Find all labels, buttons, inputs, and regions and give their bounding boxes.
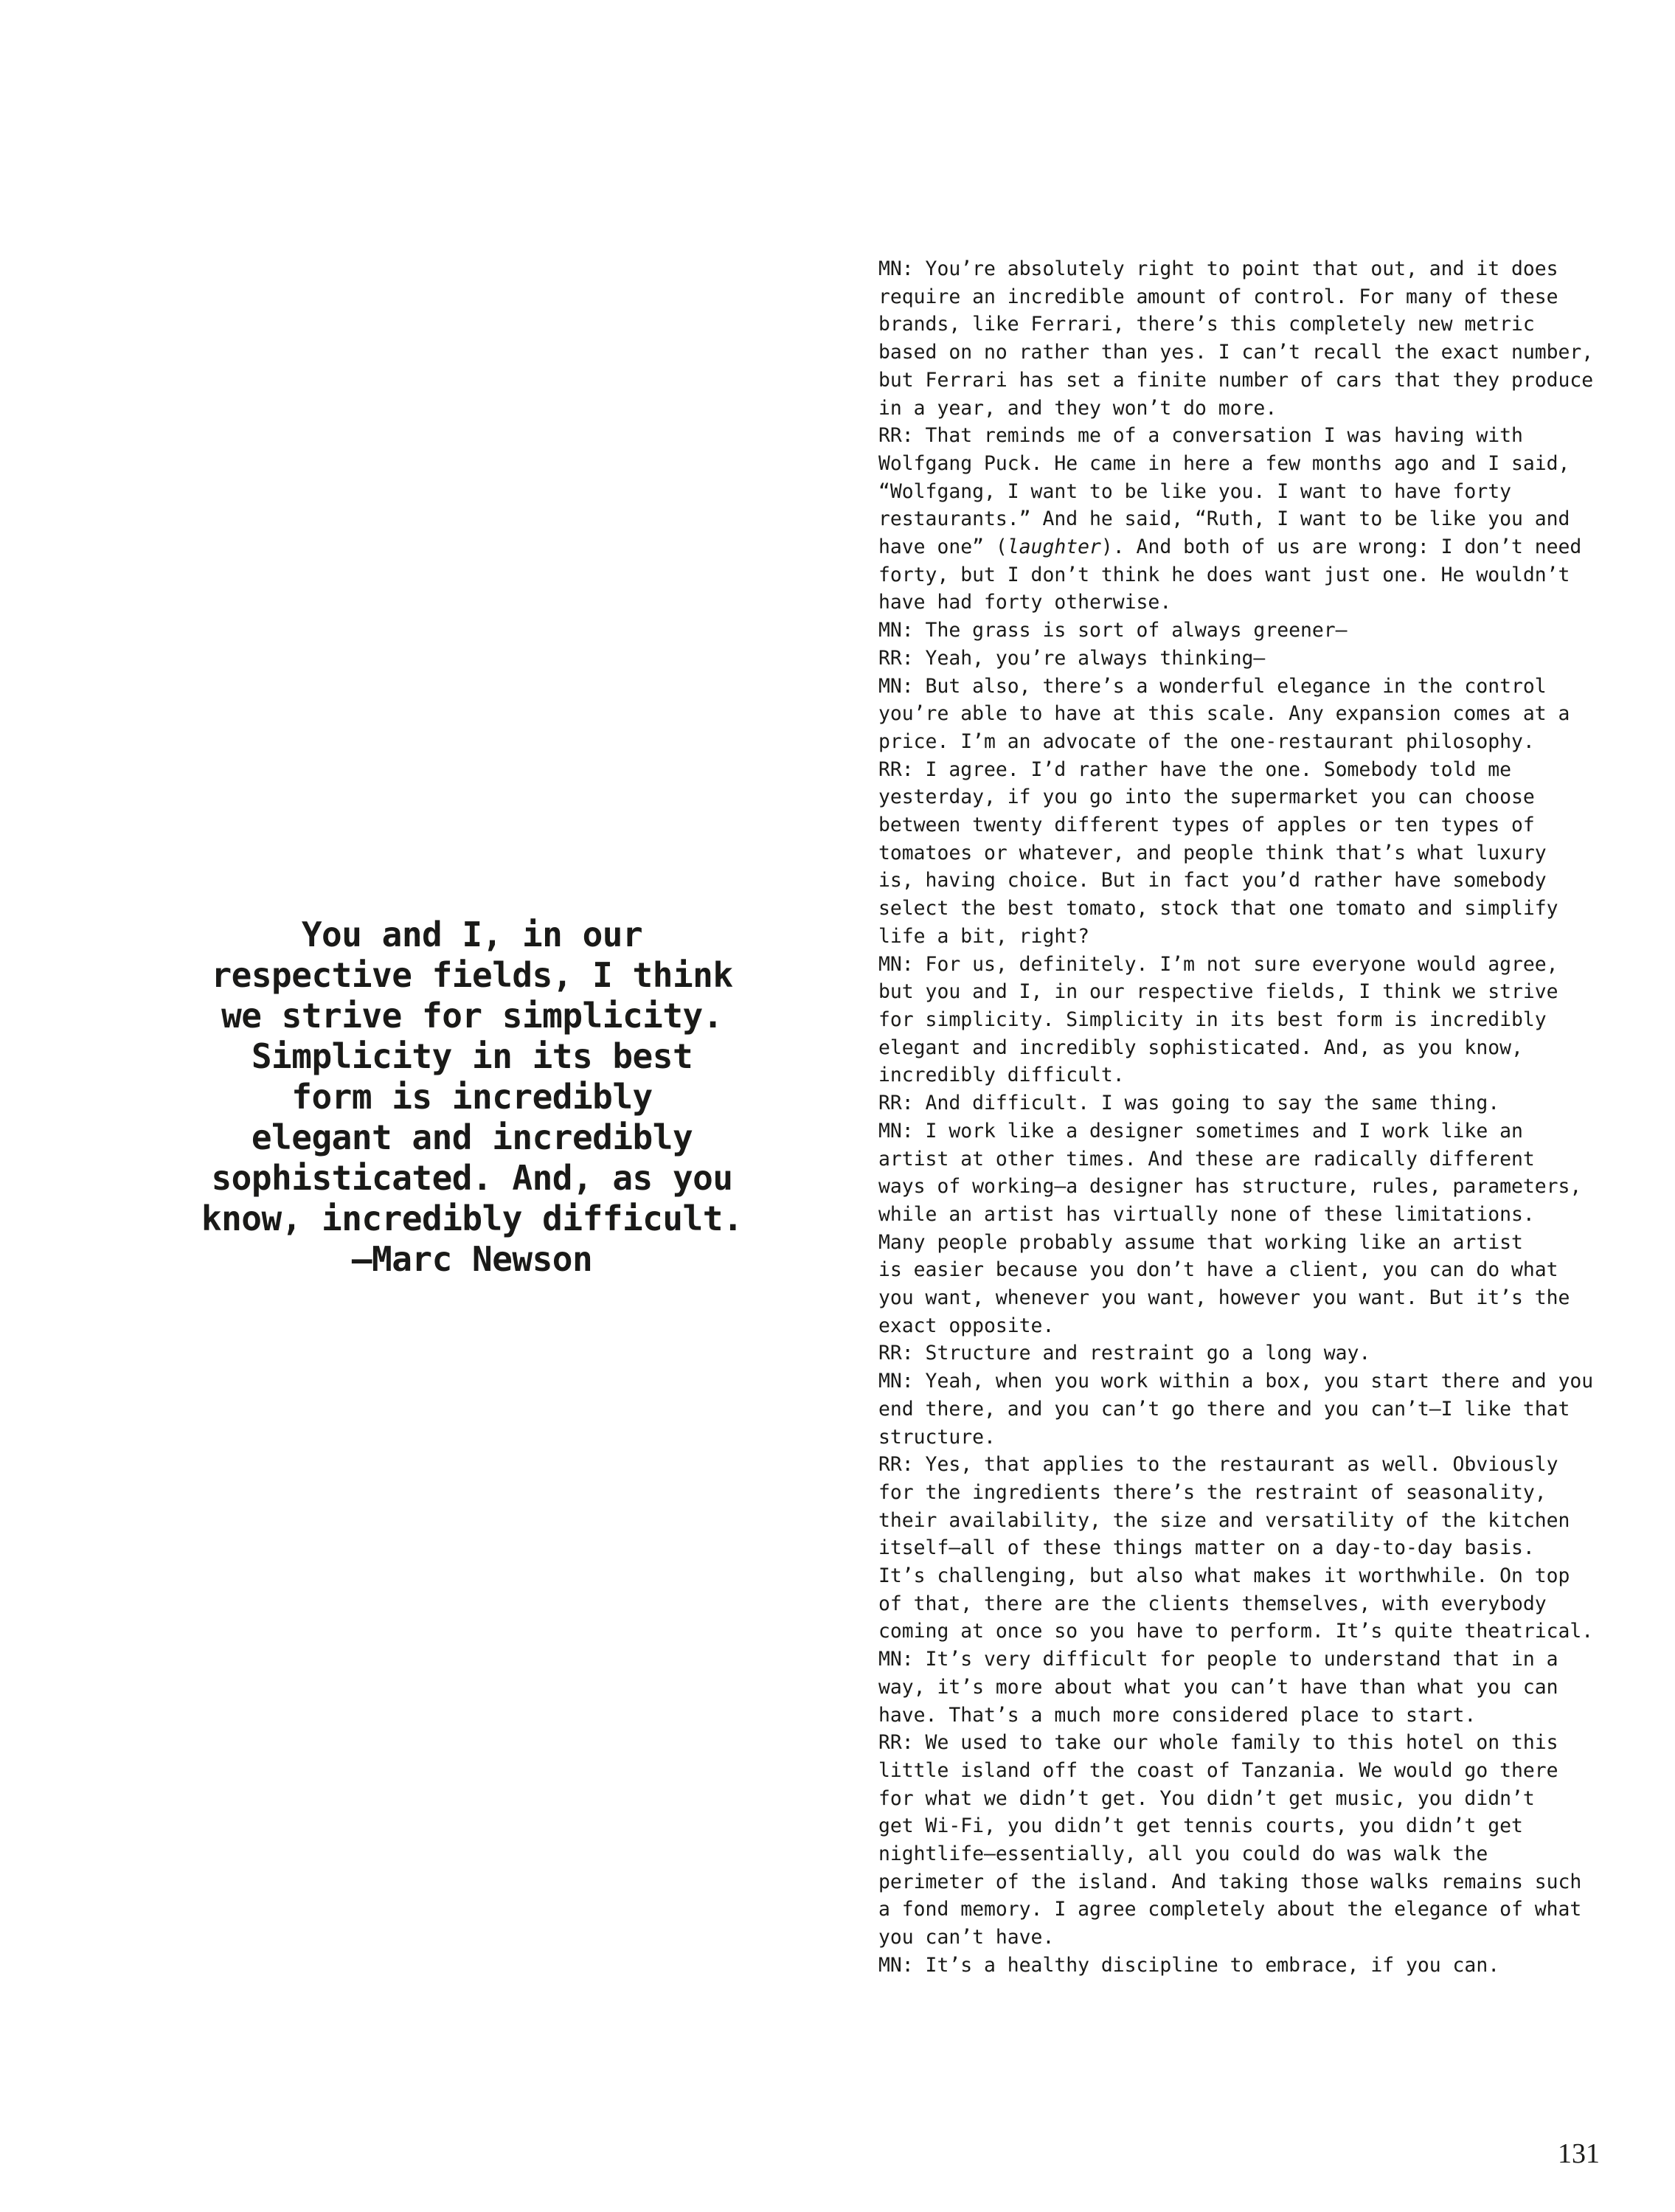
transcript-line: artist at other times. And these are radically different — [878, 1147, 1535, 1171]
transcript-line: RR: Yeah, you’re always thinking— — [878, 646, 1266, 670]
transcript-line: “Wolfgang, I want to be like you. I want to have forty — [878, 479, 1511, 503]
transcript-line: MN: I work like a designer sometimes and I work like an — [878, 1119, 1523, 1143]
transcript-line: for what we didn’t get. You didn’t get music, you didn’t — [878, 1786, 1535, 1810]
transcript-line: itself—all of these things matter on a day-to-day basis. — [878, 1536, 1535, 1560]
transcript-line: elegant and incredibly sophisticated. And, as you know, — [878, 1036, 1523, 1059]
transcript-line: price. I’m an advocate of the one-restaurant philosophy. — [878, 729, 1535, 753]
transcript-line: have had forty otherwise. — [878, 591, 1172, 614]
transcript-line: yesterday, if you go into the supermarket you can choose — [878, 786, 1535, 809]
transcript-line: MN: You’re absolutely right to point that out, and it does — [878, 257, 1558, 280]
transcript-line: structure. — [878, 1425, 996, 1449]
transcript-line: in a year, and they won’t do more. — [878, 396, 1277, 420]
transcript-line: you want, whenever you want, however you want. But it’s the — [878, 1286, 1570, 1310]
transcript-line: RR: I agree. I’d rather have the one. Somebody told me — [878, 757, 1511, 781]
transcript-line: RR: Structure and restraint go a long way. — [878, 1342, 1371, 1365]
transcript-line: is easier because you don’t have a client, you can do what — [878, 1258, 1558, 1282]
transcript-line: brands, like Ferrari, there’s this completely new metric — [878, 313, 1535, 336]
transcript-line: have. That’s a much more considered place to start. — [878, 1703, 1477, 1727]
pull-quote-line: Simplicity in its best — [251, 1036, 693, 1076]
transcript-line: restaurants.” And he said, “Ruth, I want to be like you and — [878, 507, 1570, 531]
transcript-line: Wolfgang Puck. He came in here a few months ago and I said, — [878, 451, 1570, 475]
transcript-line: between twenty different types of apples or ten types of — [878, 814, 1535, 837]
transcript-line: life a bit, right? — [878, 924, 1089, 948]
interview-transcript — [878, 255, 1623, 1980]
transcript-line: RR: Yes, that applies to the restaurant as well. Obviously — [878, 1453, 1558, 1477]
transcript-line: MN: But also, there’s a wonderful elegance in the control — [878, 674, 1547, 698]
transcript-line: MN: The grass is sort of always greener— — [878, 619, 1348, 642]
transcript-line: MN: For us, definitely. I’m not sure everyone would agree, — [878, 952, 1558, 976]
transcript-line: for simplicity. Simplicity in its best form is incredibly — [878, 1008, 1547, 1031]
pull-quote-line: You and I, in our — [301, 915, 643, 954]
transcript-line: you can’t have. — [878, 1926, 1055, 1949]
transcript-line: a fond memory. I agree completely about the elegance of what — [878, 1898, 1582, 1921]
pull-quote-line: sophisticated. And, as you — [211, 1158, 733, 1198]
pull-quote-line: elegant and incredibly — [251, 1117, 693, 1157]
transcript-line: little island off the coast of Tanzania. We would go there — [878, 1758, 1558, 1782]
pull-quote — [100, 915, 845, 1280]
transcript-line: but Ferrari has set a finite number of cars that they produce — [878, 368, 1594, 392]
pull-quote-line: we strive for simplicity. — [221, 996, 723, 1036]
transcript-line: require an incredible amount of control. For many of these — [878, 285, 1558, 308]
transcript-line: is, having choice. But in fact you’d rather have somebody — [878, 869, 1547, 892]
transcript-line: select the best tomato, stock that one tomato and simplify — [878, 897, 1558, 920]
pull-quote-line: respective fields, I think — [211, 955, 733, 995]
pull-quote-line: —Marc Newson — [351, 1239, 593, 1279]
transcript-line: end there, and you can’t go there and you can’t—I like that — [878, 1397, 1570, 1421]
transcript-line: MN: It’s a healthy discipline to embrace, if you can. — [878, 1953, 1500, 1977]
transcript-line: RR: We used to take our whole family to this hotel on this — [878, 1731, 1558, 1755]
transcript-line: have one” (laughter). And both of us are wrong: I don’t need — [878, 535, 1582, 559]
transcript-line: MN: It’s very difficult for people to understand that in a — [878, 1648, 1558, 1671]
transcript-line: ways of working—a designer has structure, rules, parameters, — [878, 1175, 1582, 1199]
transcript-line: based on no rather than yes. I can’t recall the exact number, — [878, 341, 1594, 364]
transcript-line: get Wi-Fi, you didn’t get tennis courts, you didn’t get — [878, 1814, 1523, 1838]
page-number: 131 — [1558, 2138, 1600, 2169]
transcript-line: exact opposite. — [878, 1314, 1055, 1337]
transcript-line: tomatoes or whatever, and people think that’s what luxury — [878, 841, 1547, 864]
transcript-line: of that, there are the clients themselves, with everybody — [878, 1592, 1547, 1615]
transcript-line: their availability, the size and versatility of the kitchen — [878, 1508, 1570, 1532]
transcript-line: Many people probably assume that working like an artist — [878, 1230, 1523, 1254]
transcript-line: but you and I, in our respective fields, I think we strive — [878, 980, 1558, 1004]
transcript-line: for the ingredients there’s the restraint of seasonality, — [878, 1480, 1547, 1504]
pull-quote-line: form is incredibly — [291, 1077, 653, 1117]
transcript-line: way, it’s more about what you can’t have than what you can — [878, 1675, 1558, 1699]
transcript-line: It’s challenging, but also what makes it worthwhile. On top — [878, 1564, 1570, 1588]
transcript-line: nightlife—essentially, all you could do was walk the — [878, 1842, 1488, 1866]
transcript-line: while an artist has virtually none of these limitations. — [878, 1202, 1535, 1226]
transcript-line: incredibly difficult. — [878, 1064, 1125, 1087]
transcript-line: MN: Yeah, when you work within a box, you start there and you — [878, 1370, 1594, 1393]
transcript-line: coming at once so you have to perform. It’s quite theatrical. — [878, 1620, 1594, 1643]
transcript-line: you’re able to have at this scale. Any expansion comes at a — [878, 702, 1570, 726]
transcript-line: RR: And difficult. I was going to say the same thing. — [878, 1092, 1500, 1115]
transcript-line: forty, but I don’t think he does want just one. He wouldn’t — [878, 563, 1570, 586]
transcript-line: RR: That reminds me of a conversation I was having with — [878, 424, 1523, 448]
pull-quote-line: know, incredibly difficult. — [201, 1199, 743, 1238]
transcript-line: perimeter of the island. And taking those walks remains such — [878, 1870, 1582, 1893]
